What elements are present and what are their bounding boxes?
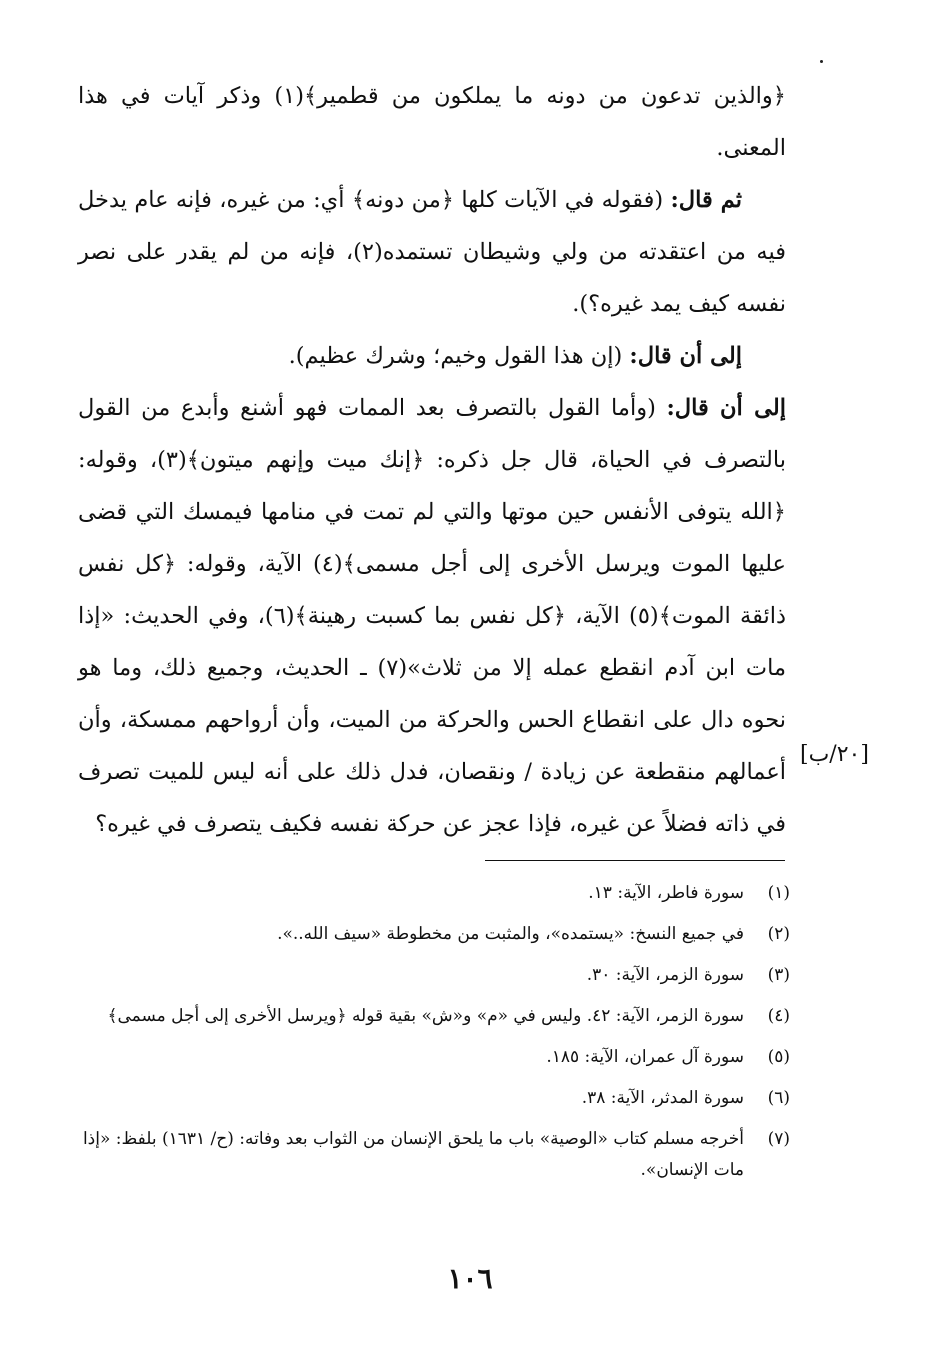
footnote-item	[78, 1001, 790, 1032]
footnote-number: (١)	[767, 883, 790, 903]
footnote-text: أخرجه مسلم كتاب «الوصية» باب ما يلحق الإنسان من الثواب بعد وفاته: (ح/ ١٦٣١) بلفظ: «إذا مات الإنسان».	[82, 1129, 744, 1180]
main-text	[78, 70, 786, 850]
footnotes	[78, 878, 790, 1196]
footnote-text: سورة المدثر، الآية: ٣٨.	[581, 1088, 744, 1108]
paragraph-3	[78, 330, 786, 382]
page-number: ١٠٦	[447, 1262, 493, 1295]
footnote-number: (٥)	[767, 1047, 790, 1067]
paragraph-lead: ثم قال:	[670, 187, 742, 213]
footnote-item	[78, 1083, 790, 1114]
footnote-number: (٤)	[767, 1006, 790, 1026]
paragraph-text: (إن هذا القول وخيم؛ وشرك عظيم).	[288, 343, 630, 369]
footnote-number: (٢)	[767, 924, 790, 944]
paragraph-text: (وأما القول بالتصرف بعد الممات فهو أشنع وأبدع من القول بالتصرف في الحياة، قال جل ذكره: ﴿إنك ميت وإنهم ميتون﴾(٣)، وقوله: ﴿الله يتوفى الأنفس حين موتها والتي لم تمت في منامها فيمسك التي قضى عليها الموت ويرسل الأخرى إلى أجل مسمى﴾(٤) الآية، وقوله: ﴿كل نفس ذائقة الموت﴾(٥) الآية، ﴿كل نفس بما كسبت رهينة﴾(٦)، وفي الحديث: «إذا مات ابن آدم انقطع عمله إلا من ثلاث»(٧) ـ الحديث، وجميع ذلك، وما هو نحوه دال على انقطاع الحس والحركة من الميت، وأن أرواحهم ممسكة، وأن أعمالهم منقطعة عن زيادة / ونقصان، فدل ذلك على أنه ليس للميت تصرف في ذاته فضلاً عن غيره، فإذا عجز عن حركة نفسه فكيف يتصرف في غيره؟	[78, 395, 787, 837]
footnote-text: في جميع النسخ: «يستمده»، والمثبت من مخطوطة «سيف الله..».	[277, 924, 744, 944]
paragraph-text: (فقوله في الآيات كلها ﴿من دونه﴾ أي: من غيره، فإنه عام يدخل فيه من اعتقدته من ولي وشيطان تستمده(٢)، فإنه من لم يقدر على نصر نفسه كيف يمد غيره؟).	[78, 187, 786, 317]
paragraph-2	[78, 174, 786, 330]
paragraph-text: ﴿والذين تدعون من دونه ما يملكون من قطمير﴾(١) وذكر آيات في هذا المعنى.	[78, 83, 786, 161]
page-speck	[820, 60, 823, 63]
footnote-item	[78, 1042, 790, 1073]
footnote-text: سورة الزمر، الآية: ٤٢. وليس في «م» و«ش» بقية قوله ﴿ويرسل الأخرى إلى أجل مسمى﴾	[107, 1006, 744, 1026]
footnote-number: (٧)	[767, 1129, 790, 1149]
footnote-item	[78, 960, 790, 991]
footnote-text: سورة الزمر، الآية: ٣٠.	[586, 965, 744, 985]
paragraph-lead: إلى أن قال:	[666, 395, 786, 421]
footnote-number: (٦)	[767, 1088, 790, 1108]
footnote-item	[78, 1124, 790, 1186]
footnote-separator	[485, 860, 785, 861]
footnote-item	[78, 919, 790, 950]
footnote-text: سورة فاطر، الآية: ١٣.	[588, 883, 744, 903]
footnote-item	[78, 878, 790, 909]
paragraph-lead: إلى أن قال:	[629, 343, 742, 369]
footnote-text: سورة آل عمران، الآية: ١٨٥.	[546, 1047, 744, 1067]
manuscript-folio-note: [٢٠/ب]	[800, 742, 869, 767]
paragraph-4	[78, 382, 786, 850]
paragraph-1	[78, 70, 786, 174]
footnote-number: (٣)	[767, 965, 790, 985]
